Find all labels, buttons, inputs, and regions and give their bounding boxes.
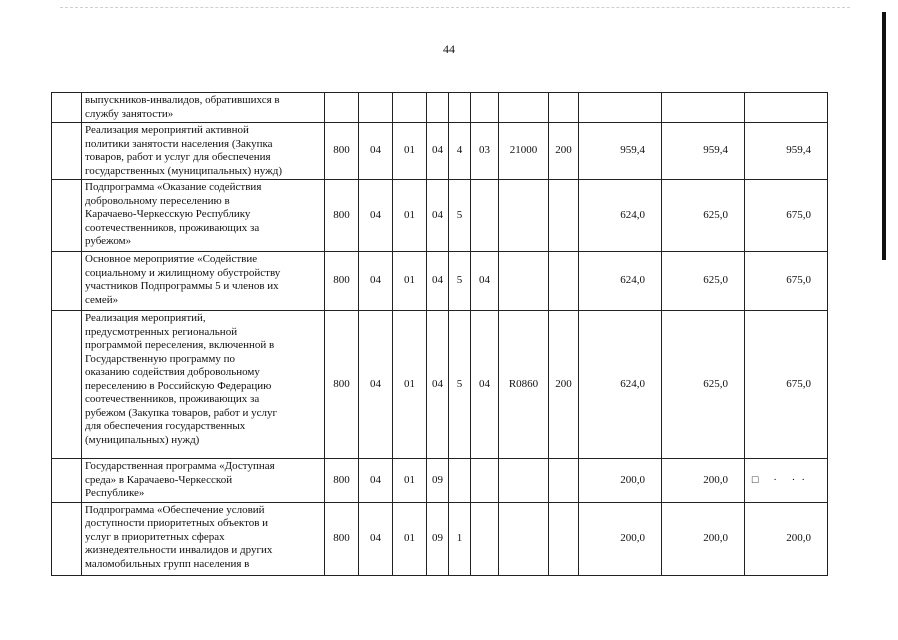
item-name-line: жизнедеятельности инвалидов и других — [85, 544, 273, 556]
subsection-code-cell: 01 — [393, 180, 427, 252]
expense-type-cell — [549, 459, 579, 503]
item-name-line: Государственная программа «Доступная — [85, 460, 275, 472]
subsection-code-cell: 01 — [393, 311, 427, 459]
section-code-cell: 04 — [359, 311, 393, 459]
item-name-cell — [82, 252, 325, 311]
row-index-cell — [52, 459, 82, 503]
subsection-code-cell — [393, 93, 427, 123]
item-name-line: соотечественников, проживающих за — [85, 393, 260, 405]
table-row — [52, 459, 828, 503]
table-row — [52, 93, 828, 123]
subprogram-code-cell — [449, 459, 471, 503]
item-name-line: Подпрограмма «Оказание содействия — [85, 181, 262, 193]
table-row — [52, 311, 828, 459]
subsection-code-cell: 01 — [393, 502, 427, 575]
program-code-cell — [427, 93, 449, 123]
amount-year3-cell: 200,0 — [745, 502, 828, 575]
amount-year2-cell: 200,0 — [662, 502, 745, 575]
table-row — [52, 502, 828, 575]
ministry-code-cell: 800 — [325, 123, 359, 180]
item-name-cell — [82, 311, 325, 459]
section-code-cell: 04 — [359, 252, 393, 311]
item-name-line: товаров, работ и услуг для обеспечения — [85, 151, 271, 163]
item-name-cell — [82, 459, 325, 503]
amount-year2-cell: 625,0 — [662, 180, 745, 252]
item-name-line: соотечественников, проживающих за — [85, 221, 260, 234]
item-name-line: выпускников-инвалидов, обратившихся в — [85, 94, 280, 106]
expense-type-cell — [549, 180, 579, 252]
direction-code-cell — [499, 93, 549, 123]
expense-type-cell — [549, 252, 579, 311]
section-code-cell: 04 — [359, 123, 393, 180]
direction-code-cell — [499, 502, 549, 575]
page-number: 44 — [443, 42, 455, 56]
event-code-cell — [471, 502, 499, 575]
amount-year1-cell: 624,0 — [579, 311, 662, 459]
ministry-code-cell: 800 — [325, 180, 359, 252]
amount-year1-cell: 959,4 — [579, 123, 662, 180]
event-code-cell: 04 — [471, 252, 499, 311]
budget-table — [51, 92, 828, 576]
item-name-line: Реализация мероприятий, — [85, 312, 206, 324]
expense-type-cell: 200 — [549, 311, 579, 459]
item-name-line: предусмотренных региональной — [85, 325, 238, 338]
table-row — [52, 180, 828, 252]
item-name-line: участников Подпрограммы 5 и членов их — [85, 280, 279, 292]
item-name-line: Карачаево-Черкесскую Республику — [85, 208, 251, 220]
item-name-cell — [82, 93, 325, 123]
event-code-cell — [471, 459, 499, 503]
amount-year1-cell: 200,0 — [579, 502, 662, 575]
item-name-line: социальному и жилищному обустройству — [85, 266, 281, 279]
subprogram-code-cell: 4 — [449, 123, 471, 180]
table-row — [52, 252, 828, 311]
item-name-line: семей» — [85, 293, 119, 306]
item-name-line: службу занятости» — [85, 107, 174, 120]
direction-code-cell: R0860 — [499, 311, 549, 459]
direction-code-cell: 21000 — [499, 123, 549, 180]
amount-year3-cell: 675,0 — [745, 180, 828, 252]
amount-year2-cell — [662, 93, 745, 123]
amount-year3-cell — [745, 93, 828, 123]
item-name-cell — [82, 123, 325, 180]
direction-code-cell — [499, 459, 549, 503]
table-body — [52, 93, 828, 576]
item-name-line: для обеспечения государственных — [85, 420, 246, 432]
expense-type-cell: 200 — [549, 123, 579, 180]
ministry-code-cell — [325, 93, 359, 123]
ministry-code-cell: 800 — [325, 311, 359, 459]
item-name-line: рубежом» — [85, 235, 132, 247]
program-code-cell: 04 — [427, 252, 449, 311]
subsection-code-cell: 01 — [393, 123, 427, 180]
item-name-line: среда» в Карачаево-Черкесской — [85, 473, 233, 486]
row-index-cell — [52, 180, 82, 252]
ministry-code-cell: 800 — [325, 252, 359, 311]
section-code-cell: 04 — [359, 502, 393, 575]
item-name-line: услуг в приоритетных сферах — [85, 530, 225, 543]
subsection-code-cell: 01 — [393, 459, 427, 503]
row-index-cell — [52, 252, 82, 311]
item-name-line: Республике» — [85, 487, 145, 499]
item-name-line: государственных (муниципальных) нужд) — [85, 164, 282, 177]
row-index-cell — [52, 123, 82, 180]
item-name-line: Основное мероприятие «Содействие — [85, 253, 258, 265]
ministry-code-cell: 800 — [325, 459, 359, 503]
event-code-cell: 03 — [471, 123, 499, 180]
row-index-cell — [52, 311, 82, 459]
program-code-cell: 04 — [427, 123, 449, 180]
item-name-line: маломобильных групп населения в — [85, 557, 250, 570]
item-name-line: оказанию содействия добровольному — [85, 366, 260, 378]
subsection-code-cell: 01 — [393, 252, 427, 311]
amount-year3-cell: □ · ·· — [745, 459, 828, 503]
section-code-cell: 04 — [359, 459, 393, 503]
scan-top-edge — [60, 7, 850, 8]
program-code-cell: 09 — [427, 502, 449, 575]
amount-year1-cell: 624,0 — [579, 252, 662, 311]
expense-type-cell — [549, 93, 579, 123]
subprogram-code-cell: 5 — [449, 311, 471, 459]
amount-year2-cell: 625,0 — [662, 311, 745, 459]
item-name-line: Государственную программу по — [85, 352, 235, 365]
section-code-cell — [359, 93, 393, 123]
item-name-line: рубежом (Закупка товаров, работ и услуг — [85, 406, 278, 419]
amount-year3-cell: 675,0 — [745, 311, 828, 459]
item-name-line: Подпрограмма «Обеспечение условий — [85, 503, 265, 516]
amount-year1-cell — [579, 93, 662, 123]
item-name-line: Реализация мероприятий активной — [85, 124, 249, 136]
direction-code-cell — [499, 252, 549, 311]
item-name-cell — [82, 502, 325, 575]
amount-year2-cell: 200,0 — [662, 459, 745, 503]
table-row — [52, 123, 828, 180]
expense-type-cell — [549, 502, 579, 575]
item-name-line: добровольному переселению в — [85, 194, 230, 207]
program-code-cell: 09 — [427, 459, 449, 503]
row-index-cell — [52, 93, 82, 123]
amount-year3-cell: 959,4 — [745, 123, 828, 180]
amount-year1-cell: 624,0 — [579, 180, 662, 252]
item-name-cell — [82, 180, 325, 252]
direction-code-cell — [499, 180, 549, 252]
item-name-line: доступности приоритетных объектов и — [85, 517, 269, 529]
program-code-cell: 04 — [427, 311, 449, 459]
subprogram-code-cell: 5 — [449, 180, 471, 252]
row-index-cell — [52, 502, 82, 575]
amount-year3-cell: 675,0 — [745, 252, 828, 311]
amount-year2-cell: 625,0 — [662, 252, 745, 311]
program-code-cell: 04 — [427, 180, 449, 252]
event-code-cell — [471, 180, 499, 252]
ministry-code-cell: 800 — [325, 502, 359, 575]
amount-year1-cell: 200,0 — [579, 459, 662, 503]
item-name-line: переселению в Российскую Федерацию — [85, 379, 272, 392]
item-name-line: (муниципальных) нужд) — [85, 433, 200, 446]
item-name-line: политики занятости населения (Закупка — [85, 137, 273, 150]
subprogram-code-cell — [449, 93, 471, 123]
item-name-line: программой переселения, включенной в — [85, 339, 275, 351]
event-code-cell — [471, 93, 499, 123]
event-code-cell: 04 — [471, 311, 499, 459]
amount-year2-cell: 959,4 — [662, 123, 745, 180]
section-code-cell: 04 — [359, 180, 393, 252]
subprogram-code-cell: 1 — [449, 502, 471, 575]
subprogram-code-cell: 5 — [449, 252, 471, 311]
